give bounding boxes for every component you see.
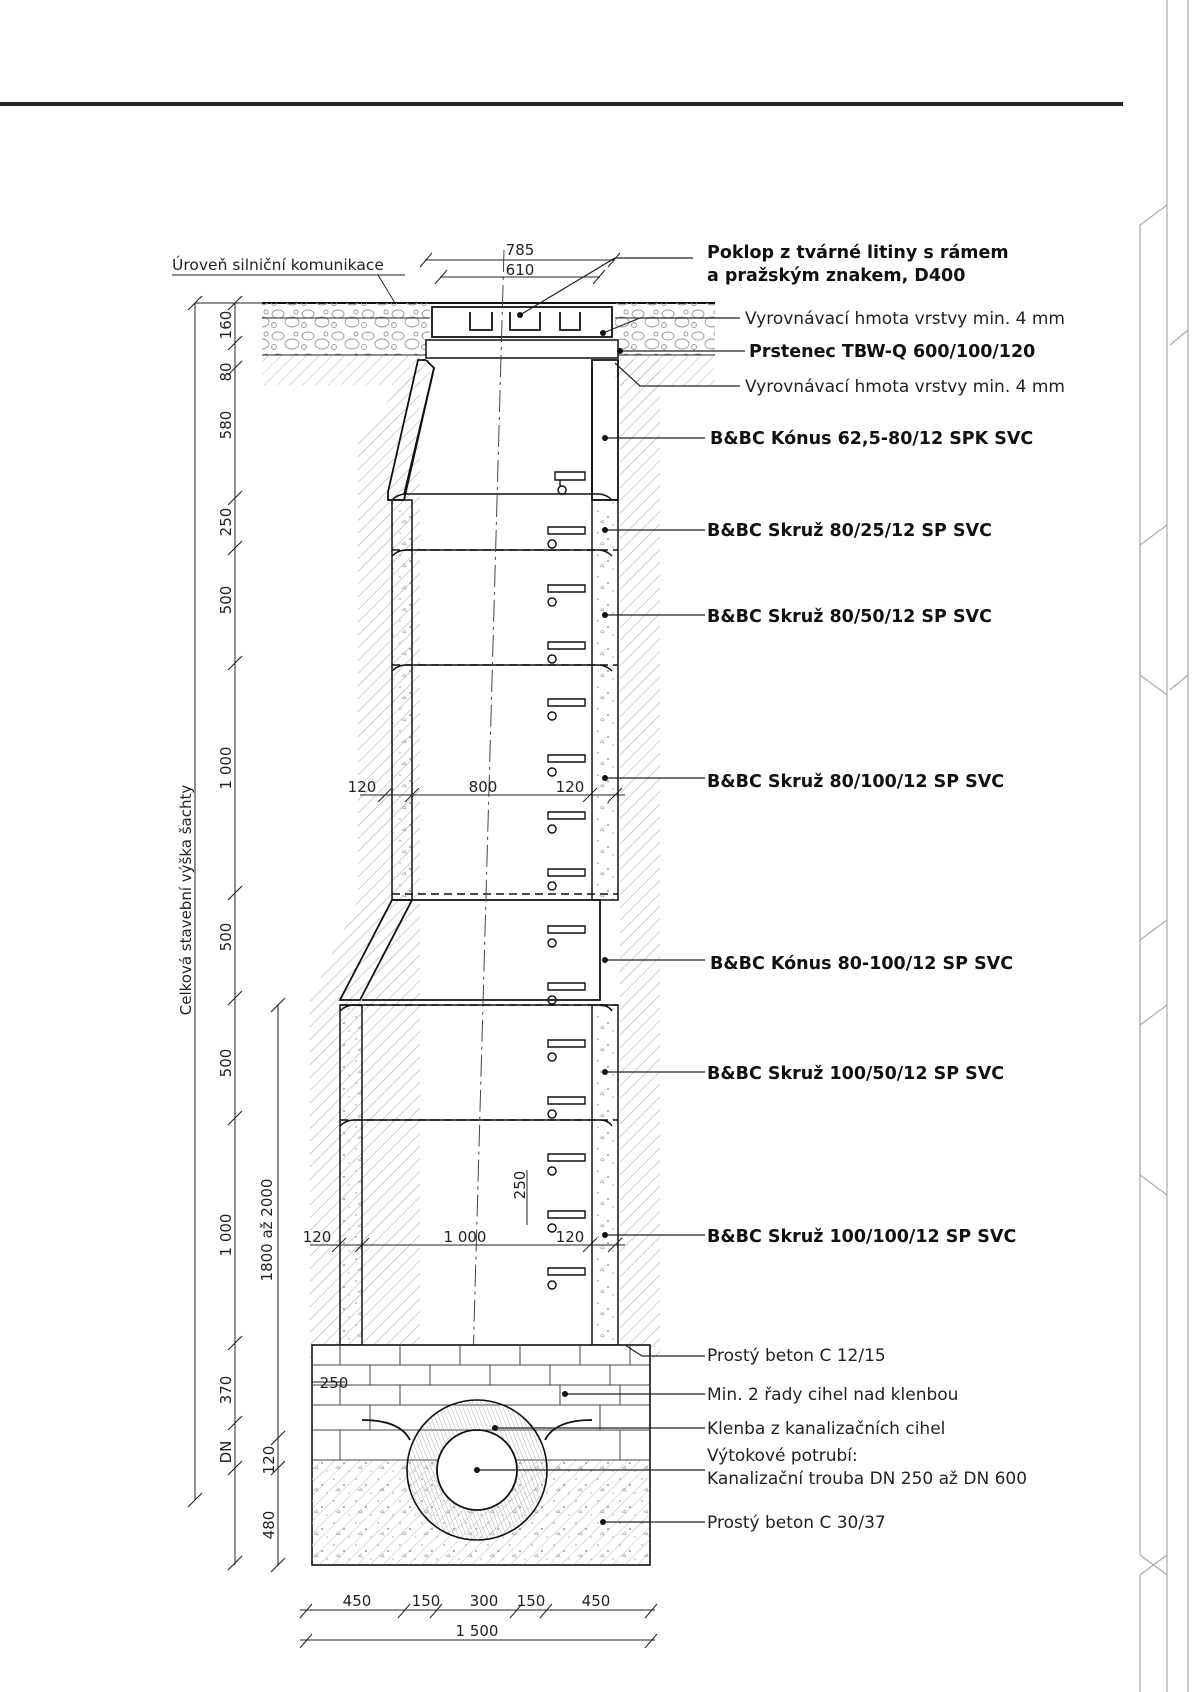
- range-height-label: 1800 až 2000: [258, 1178, 276, 1282]
- lower-wall-right: 120: [555, 1228, 585, 1246]
- label-leveling-bottom: Vyrovnávací hmota vrstvy min. 4 mm: [745, 377, 1065, 397]
- bottom-dim-150-a: 150: [411, 1592, 441, 1610]
- left-dim-480: 480: [260, 1510, 278, 1540]
- left-dim-500-b: 500: [217, 922, 235, 952]
- lower-wall-left: 120: [302, 1228, 332, 1246]
- upper-wall-left: 120: [347, 778, 377, 796]
- bottom-dim-450-a: 450: [342, 1592, 372, 1610]
- bottom-dim-labels: [343, 1592, 611, 1640]
- bottom-dim-450-b: 450: [581, 1592, 611, 1610]
- left-dim-80: 80: [217, 362, 235, 382]
- left-dim-580: 580: [217, 410, 235, 440]
- page-edge-tabs: [1140, 0, 1188, 1692]
- label-concrete-c12: Prostý beton C 12/15: [707, 1346, 886, 1366]
- label-cone-lower: B&BC Kónus 80-100/12 SP SVC: [710, 954, 1014, 974]
- brick-offset-label: 250: [319, 1374, 349, 1392]
- left-dim-500-c: 500: [217, 1048, 235, 1078]
- label-ring-80-100: B&BC Skruž 80/100/12 SP SVC: [707, 772, 1005, 792]
- label-leveling-top: Vyrovnávací hmota vrstvy min. 4 mm: [745, 309, 1065, 329]
- label-vault: Klenba z kanalizačních cihel: [707, 1419, 946, 1439]
- left-dimension-lines: [188, 296, 285, 1572]
- label-ring-80-25: B&BC Skruž 80/25/12 SP SVC: [707, 521, 992, 541]
- bottom-dim-150-b: 150: [516, 1592, 546, 1610]
- left-dim-1000-b: 1 000: [217, 1213, 235, 1257]
- label-brick-rows: Min. 2 řady cihel nad klenbou: [707, 1385, 959, 1405]
- top-dim-inner: 610: [505, 261, 535, 279]
- left-dim-labels: [217, 311, 278, 1540]
- step-spacing-label: 250: [511, 1170, 529, 1200]
- lower-inner-width: 1 000: [443, 1228, 487, 1246]
- upper-inner-width: 800: [468, 778, 498, 796]
- label-cone-upper: B&BC Kónus 62,5-80/12 SPK SVC: [710, 429, 1034, 449]
- left-dim-370: 370: [217, 1375, 235, 1405]
- left-dim-500-a: 500: [217, 585, 235, 615]
- total-height-label: Celková stavební výška šachty: [177, 784, 195, 1016]
- label-concrete-c30: Prostý beton C 30/37: [707, 1513, 886, 1533]
- left-dim-1000-a: 1 000: [217, 746, 235, 790]
- bottom-dim-300: 300: [469, 1592, 499, 1610]
- label-ring-100-50: B&BC Skruž 100/50/12 SP SVC: [707, 1064, 1005, 1084]
- left-dim-120: 120: [260, 1445, 278, 1475]
- bottom-total: 1 500: [455, 1622, 499, 1640]
- upper-wall-right: 120: [555, 778, 585, 796]
- label-ring: Prstenec TBW-Q 600/100/120: [749, 342, 1036, 362]
- label-outlet-line1: Výtokové potrubí:: [707, 1446, 858, 1466]
- label-ring-100-100: B&BC Skruž 100/100/12 SP SVC: [707, 1227, 1017, 1247]
- road-level-label: Úroveň silniční komunikace: [172, 256, 384, 274]
- manhole-base: [312, 1345, 650, 1565]
- left-dim-160: 160: [217, 310, 235, 340]
- label-cover-line1: Poklop z tvárné litiny s rámem: [707, 243, 1009, 263]
- left-dim-250: 250: [217, 507, 235, 537]
- top-dim-outer: 785: [505, 241, 535, 259]
- label-ring-80-50: B&BC Skruž 80/50/12 SP SVC: [707, 607, 992, 627]
- ladder-steps: [548, 472, 585, 1289]
- label-outlet-line2: Kanalizační trouba DN 250 až DN 600: [707, 1469, 1028, 1489]
- left-dim-dn: DN: [217, 1440, 235, 1464]
- label-cover-line2: a pražským znakem, D400: [707, 266, 966, 286]
